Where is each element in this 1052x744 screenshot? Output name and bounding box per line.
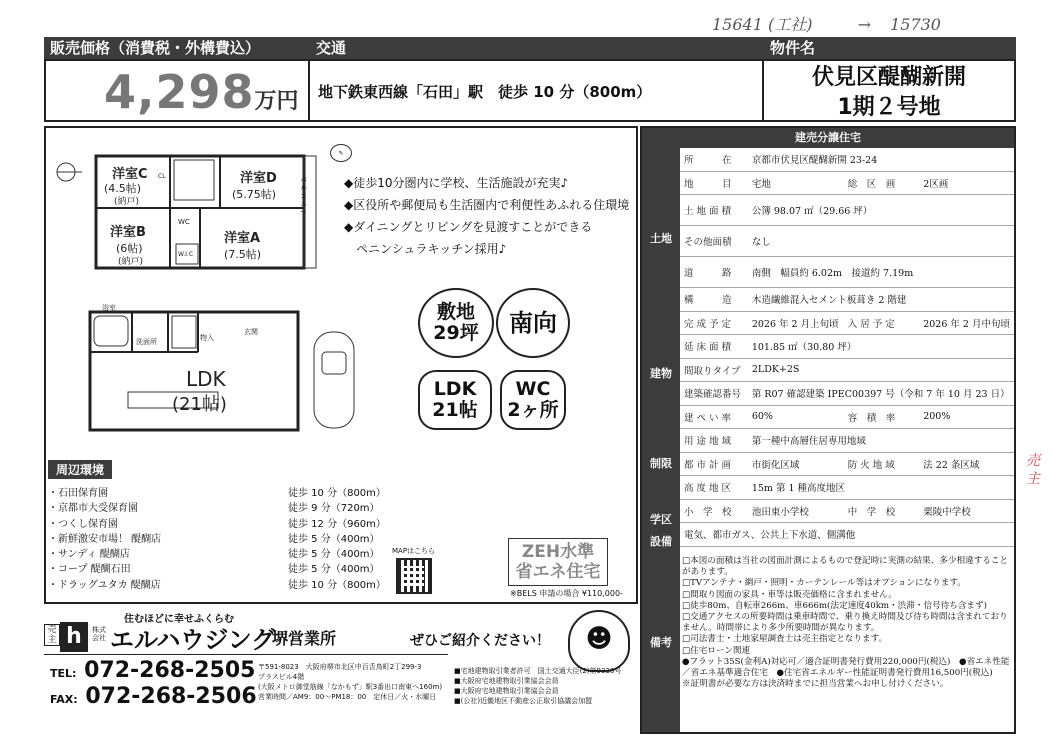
badge-south [496,288,570,358]
section-school: 学区 [642,508,680,530]
room-c-note: (納戸) [114,197,140,207]
property-name-box [764,59,1016,122]
room-a-size: (7.5帖) [224,248,262,261]
bath-label: 浴室 [102,304,116,312]
floorplan-2f [52,148,332,280]
zeh-badge [508,538,608,586]
section-building: 建物 [642,328,680,418]
name-header: 物件名 [764,37,1016,59]
room-d: 洋室D [240,171,277,186]
access-header: 交通 [310,37,764,59]
property-name-line1: 伏見区醍醐新開 [811,65,966,90]
note-item: □徒歩80m、自転車266m、車666m(法定速度40km・渋滞・信号待ち含まず) [682,600,987,611]
tel[interactable]: TEL: 072-268-2505 [50,658,256,683]
row-coverage: 建 ぺ い 率 60% 容 積 率 200% [680,405,1014,429]
notes-list [682,556,1012,690]
feature-item: ◆区役所や郵便局も生活圏内で利便性あふれる住環境 [344,198,630,212]
section-regulation: 制限 [642,418,680,508]
price-unit: 万円 [254,89,299,114]
room-c-size: (4.5帖) [104,182,142,195]
section-notes: 備考 [642,552,680,732]
fax: FAX: 072-268-2506 [50,684,257,709]
badge-wc-l2: 2ヶ所 [507,399,559,421]
row-completion: 完 成 予 定 2026 年 2 月上旬頃 入 居 予 定 2026 年 2 月中旬頃 [680,311,1014,335]
handwritten-margin-note: 売主 [1026,453,1040,487]
price-header: 販売価格（消費税・外構費込） [44,37,310,59]
room-ldk: LDK [186,367,226,391]
badge-land [418,288,494,358]
spec-table [680,148,1014,547]
handwritten-arrow: → [857,15,871,34]
env-row: ・サンディ 醍醐店 徒歩 5 分（400m） [48,549,380,561]
feature-item: ペニンシュラキッチン採用♪ [344,242,507,256]
property-name-line2: 1期２号地 [837,95,941,120]
room-a: 洋室A [224,231,261,246]
cta-text: ぜひご紹介ください！ [410,633,550,649]
note-item: □TVアンテナ・網戸・照明・カーテンレール等はオプションになります。 [682,578,966,589]
note-item: ※証明書が必要な方は決済時までに担当営業へお申し付けください。 [682,679,949,690]
qr-code[interactable] [396,558,432,594]
row-road: 道 路 南側 幅員約 6.02m 接道約 7.19m [680,257,1014,288]
company-footer [44,606,638,734]
note-item: □本図の面積は当社の図面計測によるもので登記時に実測の結果、多少相違することがあります。 [682,556,1009,578]
room-b-note: (納戸) [118,257,144,267]
price-value: 4,298 [104,65,255,119]
note-item: ●フラット35S(金利A)対応可／適合証明書発行費用220,000円(税込) ●省エネ性能／省エネ基準適合住宅 ●住宅省エネルギー性能証明書発行費用16,500円(税込) [682,656,1010,679]
company-licenses: ■宅地建物取引業者許可 国土交通大臣(2)第9338号 ■大阪府宅地建物取引業協会会員 ■大阪府宅地建物取引業協会会員 ■(公社)近畿地区不動産公正取引協議会加盟 [454,667,622,705]
price-box [44,59,310,122]
mascot-icon: ☻ [568,610,630,672]
row-zoning: 用 途 地 域 第一種中高層住居専用地域 [680,429,1014,453]
row-school: 小 学 校 池田東小学校 中 学 校 栗陵中学校 [680,499,1014,523]
section-land: 土地 [642,148,680,328]
row-other-area: その他面積 なし [680,226,1014,257]
spec-title: 建売分譲住宅 [642,128,1014,148]
map-label: MAPはこちら [392,547,436,555]
bathtub [94,316,128,346]
zeh-line2: 省エネ住宅 [515,562,601,582]
feature-item: ◆徒歩10分圏内に学校、生活施設が充実♪ [344,176,569,190]
env-row: ・ドラッグユタカ 醍醐店 徒歩 10 分（800m） [48,579,386,591]
row-floor-area: 延 床 面 積 101.85 ㎡（30.80 坪） [680,335,1014,359]
badge-wc-l1: WC [515,378,551,400]
zeh-line1: ZEH水準 [521,542,595,562]
row-structure: 構 造 木造繊維混入セメント板葺き 2 階建 [680,288,1014,312]
badge-south-l1: 南向 [509,308,557,337]
wic-label: W.I.C [178,251,194,258]
company-address: 〒591-8023 大阪府堺市北区中百舌鳥町2丁299-3 プラスビル4階 (大阪メトロ御堂筋線「なかもず」駅3番出口南東へ160m) 営業時間／AM9：00～PM18：00 定休日／火・水曜日 [258,663,443,701]
handwritten-code-right: 15730 [890,15,941,34]
row-confirm: 建築確認番号 第 R07 確認建築 IPEC00397 号（令和 7 年 10 月 23 日） [680,382,1014,406]
row-address: 所 在 京都市伏見区醍醐新開 23-24 [680,148,1014,171]
row-chimoku: 地 目 宅地 総 区 画 2区画 [680,171,1014,195]
row-height: 高 度 地 区 15m 第 1 種高度地区 [680,476,1014,500]
entrance-label: 玄関 [244,328,258,336]
car-icon [314,332,354,428]
row-layout: 間取りタイプ 2LDK+2S [680,358,1014,382]
storage-label: 物入 [200,334,214,342]
row-area: 土 地 面 積 公簿 98.07 ㎡（29.66 坪） [680,195,1014,226]
row-city-plan: 都 市 計 画 市街化区域 防 火 地 域 法 22 条区域 [680,452,1014,476]
stairs-2f [174,160,214,200]
badge-land-l2: 29坪 [433,322,479,344]
room-b-size: (6帖) [116,242,143,255]
cl-label: CL [158,173,166,180]
section-facility: 設備 [642,530,680,552]
badge-ldk-l1: LDK [433,378,477,400]
badge-ldk [418,370,492,430]
room-b: 洋室B [110,225,146,240]
note-item: □司法書士・土地家屋調査士は売主指定となります。 [682,634,888,645]
environment-list [48,486,428,593]
stairs-1f [172,316,196,348]
room-c: 洋室C [112,167,148,182]
environment-title: 周辺環境 [48,460,112,479]
company-slogan: 住むほどに幸せふくらむ [124,614,234,625]
env-row: ・新鮮激安市場！ 醍醐店 徒歩 5 分（400m） [48,533,380,545]
feature-list [344,172,634,260]
env-row: ・つくし保育園 徒歩 12 分（960m） [48,518,386,530]
env-row: ・京都市大受保育園 徒歩 9 分（720m） [48,503,380,515]
handwritten-code-left: 15641 (工社) [712,15,813,34]
env-row: ・石田保育園 徒歩 10 分（800m） [48,488,386,499]
badge-land-l1: 敷地 [436,301,475,323]
washroom-label: 洗面所 [136,338,157,346]
balcony-label: バルコニー [300,176,307,216]
feature-item: ◆ダイニングとリビングを見渡すことができる [344,220,593,234]
note-item: □住宅ローン関連 [682,645,751,656]
floorplan-1f [68,296,368,444]
note-item: □交通アクセスの所要時間は乗車時間で、乗り換え時間及び待ち時間は含まれておりません。時間帯により多少所要時間が異なります。 [682,612,1008,634]
company-logo-icon: h [60,622,88,652]
room-ldk-size: (21帖) [172,394,227,415]
handwritten-note [712,12,941,35]
room-d-size: (5.75帖) [232,188,277,201]
zeh-note: ※BELS 申請の場合 ¥110,000- [510,589,623,598]
access-text: 地下鉄東西線「石田」駅 徒歩 10 分（800m） [318,83,652,101]
company-branch: 堺営業所 [272,629,337,648]
spec-panel [640,126,1016,734]
company-kabu: 株式会社 [92,626,106,642]
env-row: ・コープ 醍醐石田 徒歩 5 分（400m） [48,564,380,576]
access-box [310,59,764,122]
point-bubble-icon: ✎ [330,144,352,162]
seller-role: 売主 [44,624,60,646]
badge-ldk-l2: 21帖 [432,399,478,421]
note-item: □間取り図面の家具・車等は販売価格に含まれません。 [682,589,897,600]
badge-wc [500,370,566,430]
company-name: エルハウジング [110,626,276,654]
row-facility: 電気、都市ガス、公共上下水道、側溝他 [680,523,1014,547]
wc-label-2f: WC [178,218,190,226]
